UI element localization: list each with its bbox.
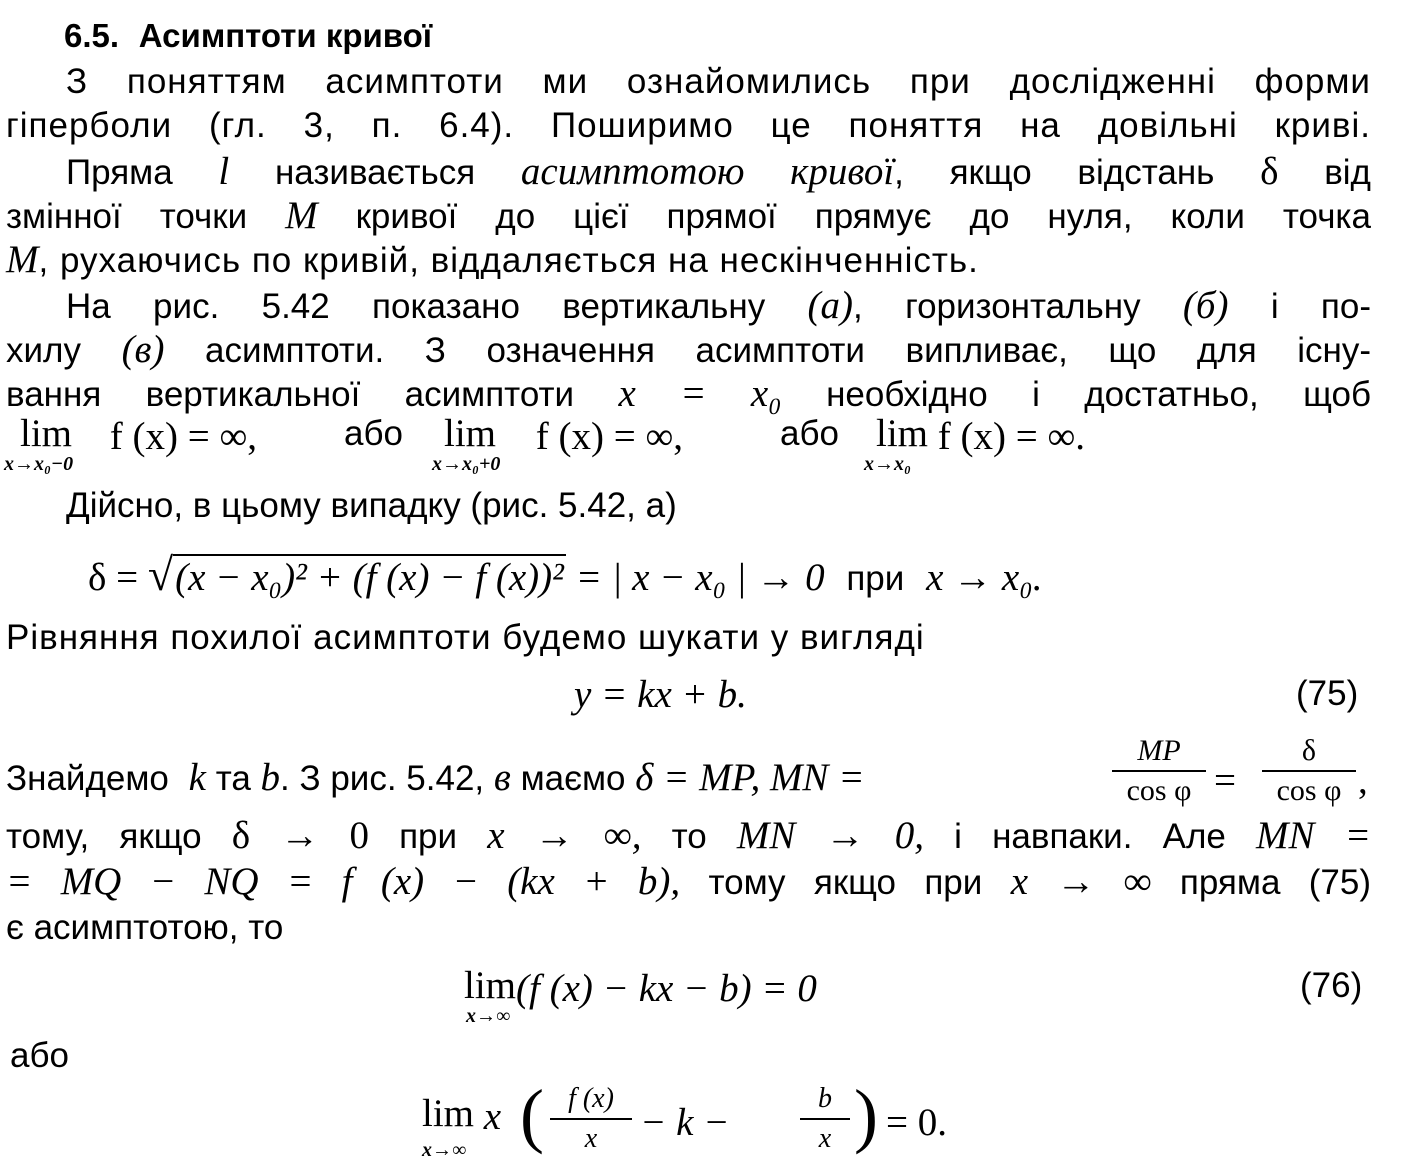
final-equals-zero: = 0.	[886, 1101, 947, 1144]
p2-var-M: M	[285, 194, 318, 237]
p3-condition: x = x₀	[618, 372, 782, 415]
p6-text: при	[399, 817, 458, 856]
equation-76-number: (76)	[1300, 966, 1363, 1005]
or-word: або	[344, 414, 403, 453]
lim-operator	[4, 412, 74, 475]
section-title: Асимптоти кривої	[138, 17, 433, 54]
p1-line2: гіперболи (гл. 3, п. 6.4). Поширимо це поняття на довільні криві.	[6, 106, 1371, 145]
formula-part: = | x − x₀ | → 0	[565, 556, 825, 599]
lim-operator	[864, 412, 929, 475]
fraction-denominator: x	[818, 1123, 832, 1154]
lim-subscript: x→∞	[422, 1139, 467, 1161]
limit-left	[4, 412, 258, 475]
section-number: 6.5.	[64, 17, 120, 54]
fraction-denominator: x	[584, 1123, 598, 1154]
or-word: або	[10, 1036, 69, 1075]
p6-math: x → ∞,	[487, 814, 642, 857]
lim-word: lim	[20, 412, 73, 455]
minus-k-minus: − k −	[640, 1101, 730, 1144]
p6-label-v: в	[493, 756, 511, 799]
equation-75: y = kx + b.	[574, 673, 747, 716]
p3-text: і по-	[1270, 287, 1372, 326]
p6-line2	[6, 814, 1371, 859]
limit-two-sided	[864, 412, 1086, 475]
final-equation	[422, 1092, 502, 1161]
p2-term-asymptote: асимптотою кривої	[520, 150, 895, 193]
limit-expression: f (x) = ∞,	[109, 415, 258, 458]
p5-text: Рівняння похилої асимптоти будемо шукати у вигляді	[6, 618, 925, 657]
p3-label-b: (б)	[1182, 284, 1229, 327]
p3-line2	[6, 328, 1371, 373]
p2-line1	[66, 150, 1371, 195]
lim-operator	[432, 412, 501, 475]
p6-text: то	[671, 817, 707, 856]
p3-label-v: (в)	[121, 328, 165, 371]
p6-var-k: k	[188, 756, 206, 799]
lim-subscript: x→x₀	[864, 453, 911, 475]
p6-math: δ → 0	[231, 814, 369, 857]
p2-text: , рухаючись по кривій, віддаляється на нескінченність.	[38, 241, 979, 280]
distance-formula	[88, 548, 1043, 601]
or-word: або	[780, 414, 839, 453]
p2-text: Пряма	[66, 153, 173, 192]
p3-text: На рис. 5.42 показано вертикальну	[66, 287, 766, 326]
equation-body: (f (x) − kx − b) = 0	[516, 967, 817, 1010]
p6-text: маємо	[520, 759, 626, 798]
fraction-fx-over-x	[550, 1080, 632, 1158]
fraction-delta-cos	[1262, 732, 1356, 810]
p6-text: тому якщо при	[708, 863, 983, 902]
p4-text: Дійсно, в цьому випадку (рис. 5.42, а)	[66, 486, 677, 525]
p6-text: Знайдемо	[6, 759, 169, 798]
fraction-denominator: cos φ	[1126, 774, 1192, 807]
p2-text: кривої до цієї прямої прямує до нуля, коли точка	[355, 197, 1371, 236]
fraction-numerator: MP	[1112, 732, 1206, 772]
sqrt-sign: √	[147, 549, 174, 600]
p3-text: необхідно і достатньо, щоб	[826, 375, 1371, 414]
p2-var-l: l	[218, 150, 230, 193]
p3-text: вання вертикальної асимптоти	[6, 375, 575, 414]
fraction-mp-cos	[1112, 732, 1206, 810]
p3-label-a: (а)	[807, 284, 854, 327]
p6-line3	[6, 860, 1371, 905]
formula-part: δ =	[88, 556, 148, 599]
equation-75-number: (75)	[1296, 674, 1359, 713]
lim-word: lim	[422, 1092, 475, 1135]
p6-text: пряма (75)	[1179, 863, 1371, 902]
equation-var-x: x	[483, 1095, 502, 1138]
lim-subscript: x→x₀−0	[4, 453, 74, 475]
equation-76	[464, 964, 817, 1027]
p6-var-b: b	[260, 756, 281, 799]
lim-word: lim	[444, 412, 497, 455]
p1-line1: З поняттям асимптоти ми ознайомились при дослідженні форми	[66, 62, 1371, 101]
fraction-b-over-x	[800, 1080, 850, 1158]
p6-text: . З рис. 5.42,	[280, 759, 485, 798]
p3-text: , горизонтальну	[853, 287, 1141, 326]
lim-subscript: x→∞	[466, 1005, 511, 1027]
limit-expression: f (x) = ∞.	[937, 415, 1086, 458]
p3-text: хилу	[6, 331, 81, 370]
p2-line2	[6, 194, 1371, 239]
lim-subscript: x→x₀+0	[432, 453, 501, 475]
fraction-numerator: f (x)	[550, 1080, 632, 1120]
p3-line1	[66, 284, 1371, 329]
formula-part: x → x₀.	[926, 556, 1043, 599]
sqrt-radicand: (x − x₀)² + (f (x) − f (x))²	[175, 556, 564, 599]
p2-text: , якщо відстань	[894, 153, 1215, 192]
equals-sign: =	[1214, 759, 1236, 802]
lim-operator	[464, 964, 517, 1027]
limit-right	[432, 412, 684, 475]
p6-text: та	[215, 759, 251, 798]
fraction-denominator: cos φ	[1276, 774, 1342, 807]
fraction-numerator: b	[800, 1080, 850, 1120]
fraction-numerator: δ	[1262, 732, 1356, 772]
lim-operator	[422, 1092, 475, 1161]
section-heading	[64, 14, 1413, 58]
formula-word: при	[846, 559, 905, 598]
p2-text: від	[1324, 153, 1371, 192]
p2-text: змінної точки	[6, 197, 248, 236]
p2-text: називається	[274, 153, 476, 192]
p2-delta: δ	[1260, 150, 1279, 193]
p2-var-M: M	[6, 238, 39, 281]
lim-word: lim	[464, 964, 517, 1007]
p6-line4: є асимптотою, то	[6, 908, 284, 947]
right-paren: )	[854, 1075, 878, 1155]
p6-text: і навпаки. Але	[954, 817, 1226, 856]
left-paren: (	[520, 1075, 544, 1155]
p6-math: MN =	[1256, 814, 1371, 857]
comma: ,	[1358, 759, 1368, 802]
p6-equation: δ = MP, MN =	[635, 756, 865, 799]
p2-line3	[6, 238, 1413, 283]
p3-text: асимптоти. З означення асимптоти випливає, що для існу-	[205, 331, 1371, 370]
limit-expression: f (x) = ∞,	[535, 415, 684, 458]
p6-math: = MQ − NQ = f (x) − (kx + b),	[6, 860, 681, 903]
p6-text: тому, якщо	[6, 817, 202, 856]
p6-math: x → ∞	[1010, 860, 1152, 903]
lim-word: lim	[876, 412, 929, 455]
p6-math: MN → 0,	[736, 814, 924, 857]
p3-line3	[6, 372, 1371, 417]
